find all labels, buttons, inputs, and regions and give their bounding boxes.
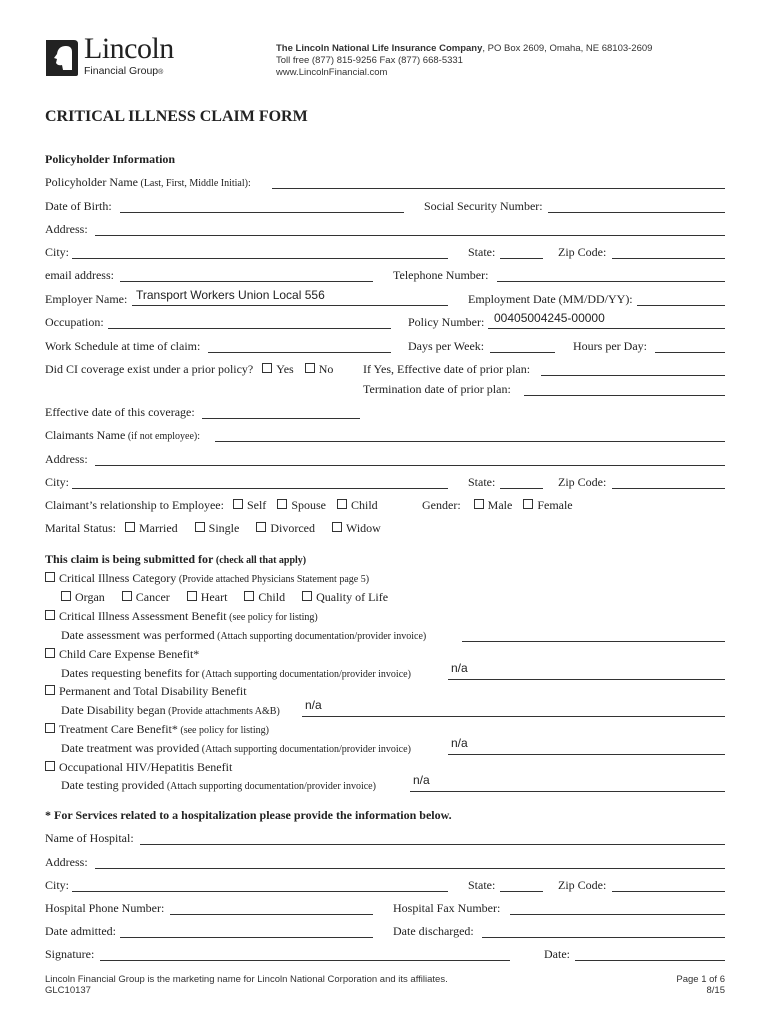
ci-options	[61, 590, 402, 605]
hours-field[interactable]	[655, 352, 725, 353]
hospital-city-label: City:	[45, 878, 70, 892]
childcare-item[interactable]	[45, 647, 199, 662]
dob-label: Date of Birth:	[45, 199, 112, 213]
assessment-label: Critical Illness Assessment Benefit	[59, 609, 227, 623]
ci-option-child[interactable]: Child	[244, 590, 285, 605]
footer-rev: 8/15	[706, 985, 725, 996]
hiv-label: Occupational HIV/Hepatitis Benefit	[59, 760, 233, 774]
prior-termination-field[interactable]	[524, 395, 725, 396]
policyholder-name-field[interactable]	[272, 188, 725, 189]
claim-heading	[45, 552, 306, 567]
checkbox[interactable]	[256, 522, 266, 532]
hospital-fax-label: Hospital Fax Number:	[393, 901, 501, 915]
hiv-date-label: Date testing provided	[61, 778, 165, 792]
checkbox[interactable]	[195, 522, 205, 532]
marital-divorced[interactable]: Divorced	[256, 521, 315, 535]
treatment-date-value[interactable]: n/a	[451, 736, 468, 750]
claimant-address-label: Address:	[45, 452, 88, 466]
signature-field[interactable]	[100, 960, 510, 961]
ci-category-item[interactable]	[45, 571, 369, 586]
header-company-line	[276, 43, 652, 54]
policy-number-field[interactable]	[488, 328, 725, 329]
signature-date-field[interactable]	[575, 960, 725, 961]
checkbox[interactable]	[332, 522, 342, 532]
relationship-self[interactable]: Self	[233, 498, 266, 512]
hospital-state-field[interactable]	[500, 891, 543, 892]
state-label: State:	[468, 245, 496, 259]
phone-label: Telephone Number:	[393, 268, 489, 282]
ci-option-quality-of-life[interactable]: Quality of Life	[302, 590, 388, 605]
assessment-hint: (see policy for listing)	[226, 612, 318, 623]
marital-label: Marital Status:	[45, 521, 116, 535]
prior-coverage-label: Did CI coverage exist under a prior policy?	[45, 362, 254, 376]
gender-label: Gender:	[422, 498, 461, 512]
claim-heading-text: This claim is being submitted for	[45, 552, 214, 566]
hospital-name-field[interactable]	[140, 844, 725, 845]
hospital-zip-field[interactable]	[612, 891, 725, 892]
claimant-name-hint: (if not employee):	[125, 431, 201, 442]
checkbox[interactable]	[45, 610, 55, 620]
policy-number-label: Policy Number:	[408, 315, 485, 329]
disability-date-hint: (Provide attachments A&B)	[165, 706, 280, 717]
effective-coverage-field[interactable]	[202, 418, 360, 419]
date-discharged-field[interactable]	[482, 937, 725, 938]
date-discharged-label: Date discharged:	[393, 924, 474, 938]
checkbox[interactable]	[277, 499, 287, 509]
hospital-heading: * For Services related to a hospitalization please provide the information below.	[45, 808, 452, 822]
date-admitted-label: Date admitted:	[45, 924, 116, 938]
hours-label: Hours per Day:	[573, 339, 647, 353]
footer-page: Page 1 of 6	[676, 974, 725, 985]
assessment-date-field[interactable]	[462, 641, 725, 642]
signature-date-label: Date:	[544, 947, 570, 961]
prior-effective-label: If Yes, Effective date of prior plan:	[363, 362, 531, 376]
logo-reg: ®	[158, 69, 164, 76]
email-field[interactable]	[120, 281, 373, 282]
hospital-city-field[interactable]	[72, 891, 448, 892]
treatment-date-label: Date treatment was provided	[61, 741, 200, 755]
hospital-name-label: Name of Hospital:	[45, 831, 134, 845]
childcare-date-hint: (Attach supporting documentation/provider invoice)	[199, 669, 411, 680]
checkbox[interactable]	[61, 591, 71, 601]
checkbox[interactable]	[45, 723, 55, 733]
hospital-zip-label: Zip Code:	[558, 878, 607, 892]
company-web: www.LincolnFinancial.com	[276, 67, 388, 78]
address-label: Address:	[45, 222, 88, 236]
gender-female[interactable]: Female	[523, 498, 572, 512]
marital-married[interactable]: Married	[125, 521, 178, 535]
hiv-date-hint: (Attach supporting documentation/provider invoice)	[164, 781, 376, 792]
city-label: City:	[45, 245, 70, 259]
days-field[interactable]	[490, 352, 555, 353]
prior-effective-field[interactable]	[541, 375, 725, 376]
employment-date-label: Employment Date (MM/DD/YY):	[468, 292, 633, 306]
prior-termination-label: Termination date of prior plan:	[363, 382, 511, 396]
treatment-label: Treatment Care Benefit*	[59, 722, 178, 736]
signature-label: Signature:	[45, 947, 95, 961]
claimant-city-label: City:	[45, 475, 70, 489]
effective-coverage-label: Effective date of this coverage:	[45, 405, 195, 419]
ci-category-hint: (Provide attached Physicians Statement page 5)	[176, 574, 370, 585]
date-admitted-field[interactable]	[120, 937, 373, 938]
footer-code: GLC10137	[45, 985, 91, 996]
childcare-date-field[interactable]	[448, 679, 725, 680]
hospital-address-label: Address:	[45, 855, 88, 869]
footer-note: Lincoln Financial Group is the marketing name for Lincoln National Corporation and its affiliates.	[45, 974, 448, 985]
dob-field[interactable]	[120, 212, 404, 213]
zip-field[interactable]	[612, 258, 725, 259]
relationship-spouse[interactable]: Spouse	[277, 498, 326, 512]
checkbox[interactable]	[305, 363, 315, 373]
city-field[interactable]	[72, 258, 448, 259]
ssn-field[interactable]	[548, 212, 725, 213]
treatment-date-hint: (Attach supporting documentation/provider invoice)	[199, 744, 411, 755]
policyholder-heading: Policyholder Information	[45, 152, 176, 166]
email-label: email address:	[45, 268, 114, 282]
treatment-item[interactable]	[45, 722, 269, 737]
marital-single[interactable]: Single	[195, 521, 240, 535]
claim-heading-hint: (check all that apply)	[213, 555, 307, 566]
claimant-name-label: Claimants Name	[45, 428, 126, 442]
checkbox[interactable]	[45, 761, 55, 771]
company-phones: Toll free (877) 815-9256 Fax (877) 668-5331	[276, 55, 463, 66]
hospital-phone-field[interactable]	[170, 914, 373, 915]
treatment-hint: (see policy for listing)	[177, 725, 269, 736]
address-field[interactable]	[95, 235, 725, 236]
hospital-address-field[interactable]	[95, 868, 725, 869]
checkbox[interactable]	[302, 591, 312, 601]
checkbox[interactable]	[244, 591, 254, 601]
disability-date-label: Date Disability began	[61, 703, 166, 717]
policy-number-value[interactable]: 00405004245-00000	[494, 311, 605, 325]
company-address: , PO Box 2609, Omaha, NE 68103-2609	[482, 43, 653, 54]
gender-male[interactable]: Male	[474, 498, 513, 512]
claimant-name-field[interactable]	[215, 441, 725, 442]
occupation-label: Occupation:	[45, 315, 104, 329]
claimant-city-field[interactable]	[72, 488, 448, 489]
relationship-label: Claimant’s relationship to Employee:	[45, 498, 224, 512]
claimant-address-field[interactable]	[95, 465, 725, 466]
checkbox[interactable]	[125, 522, 135, 532]
checkbox[interactable]	[262, 363, 272, 373]
childcare-date-label: Dates requesting benefits for	[61, 666, 200, 680]
prior-yes-option[interactable]: Yes	[262, 362, 293, 376]
hiv-date-value[interactable]: n/a	[413, 773, 430, 787]
checkbox[interactable]	[122, 591, 132, 601]
employment-date-field[interactable]	[637, 305, 725, 306]
claimant-zip-label: Zip Code:	[558, 475, 607, 489]
checkbox[interactable]	[474, 499, 484, 509]
disability-item[interactable]	[45, 684, 247, 699]
lincoln-profile-icon	[44, 38, 80, 78]
zip-label: Zip Code:	[558, 245, 607, 259]
claimant-state-label: State:	[468, 475, 496, 489]
policyholder-name-label: Policyholder Name	[45, 175, 138, 189]
schedule-field[interactable]	[208, 352, 391, 353]
assessment-date-hint: (Attach supporting documentation/provider invoice)	[214, 631, 427, 642]
ci-option-heart[interactable]: Heart	[187, 590, 228, 605]
hospital-state-label: State:	[468, 878, 496, 892]
employer-label: Employer Name:	[45, 292, 128, 306]
relationship-child[interactable]: Child	[337, 498, 378, 512]
checkbox[interactable]	[45, 685, 55, 695]
checkbox[interactable]	[45, 572, 55, 582]
employer-value[interactable]: Transport Workers Union Local 556	[136, 288, 325, 302]
disability-date-value[interactable]: n/a	[305, 698, 322, 712]
page-title: CRITICAL ILLNESS CLAIM FORM	[45, 108, 308, 125]
schedule-label: Work Schedule at time of claim:	[45, 339, 201, 353]
policyholder-name-row	[45, 175, 251, 190]
days-label: Days per Week:	[408, 339, 485, 353]
state-field[interactable]	[500, 258, 543, 259]
ci-option-cancer[interactable]: Cancer	[122, 590, 170, 605]
claimant-state-field[interactable]	[500, 488, 543, 489]
prior-no-option[interactable]: No	[305, 362, 334, 376]
logo	[44, 32, 174, 82]
disability-date-field[interactable]	[302, 716, 725, 717]
hospital-phone-label: Hospital Phone Number:	[45, 901, 165, 915]
phone-field[interactable]	[497, 281, 725, 282]
ssn-label: Social Security Number:	[424, 199, 543, 213]
childcare-label: Child Care Expense Benefit*	[59, 647, 200, 661]
marital-widow[interactable]: Widow	[332, 521, 381, 535]
treatment-date-field[interactable]	[448, 754, 725, 755]
ci-category-label: Critical Illness Category	[59, 571, 177, 585]
childcare-date-value[interactable]: n/a	[451, 661, 468, 675]
claimant-zip-field[interactable]	[612, 488, 725, 489]
disability-label: Permanent and Total Disability Benefit	[59, 684, 247, 698]
checkbox[interactable]	[187, 591, 197, 601]
occupation-field[interactable]	[108, 328, 391, 329]
checkbox[interactable]	[523, 499, 533, 509]
company-name: The Lincoln National Life Insurance Company	[276, 43, 483, 54]
hiv-date-field[interactable]	[410, 791, 725, 792]
assessment-item[interactable]	[45, 609, 318, 624]
policyholder-name-hint: (Last, First, Middle Initial):	[137, 178, 251, 189]
hiv-item[interactable]	[45, 760, 232, 775]
logo-name: Lincoln	[84, 32, 174, 65]
checkbox[interactable]	[337, 499, 347, 509]
assessment-date-label: Date assessment was performed	[61, 628, 215, 642]
hospital-fax-field[interactable]	[510, 914, 725, 915]
ci-option-organ[interactable]: Organ	[61, 590, 105, 605]
checkbox[interactable]	[233, 499, 243, 509]
checkbox[interactable]	[45, 648, 55, 658]
employer-field[interactable]	[132, 305, 448, 306]
logo-sub: Financial Group	[84, 65, 159, 77]
